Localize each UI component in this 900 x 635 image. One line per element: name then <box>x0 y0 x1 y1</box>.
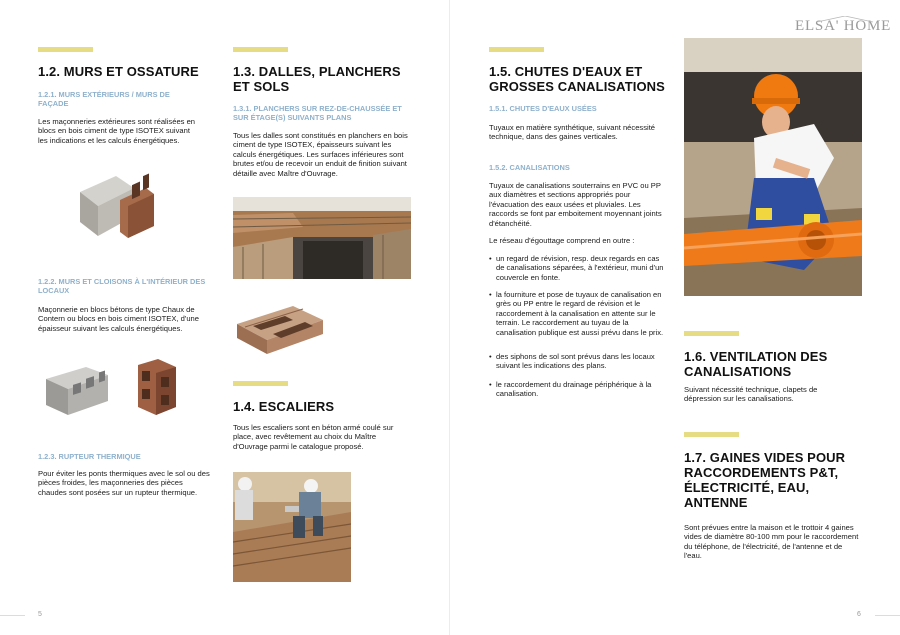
paragraph-gaines-vides: Sont prévues entre la maison et le trottoir 4 gaines vides de diamètre 80-100 mm pour le raccordement du téléphone, de l'électricité, de l'antenne et de l'eau. <box>684 523 859 561</box>
pipe-worker-photo <box>684 38 862 296</box>
footer-rule <box>0 615 25 616</box>
accent-bar <box>233 381 288 386</box>
section-title-gaines-vides: 1.7. GAINES VIDES POUR RACCORDEMENTS P&T, ÉLECTRICITÉ, EAU, ANTENNE <box>684 450 846 510</box>
list-item: • des siphons de sol sont prévus dans les locaux suivant les indications des plans. <box>489 352 669 371</box>
section-title-dalles: 1.3. DALLES, PLANCHERS ET SOLS <box>233 64 401 94</box>
section-title-chutes-eaux: 1.5. CHUTES D'EAUX ET GROSSES CANALISATIONS <box>489 64 665 94</box>
brand-logo <box>795 16 895 44</box>
list-item: • le raccordement du drainage périphérique à la canalisation. <box>489 380 669 399</box>
isotex-slab-element-image <box>233 302 327 357</box>
list-item: • un regard de révision, resp. deux regards en cas de canalisations séparées, à l'extérieur, muni d'un couvercle en fonte. <box>489 254 669 282</box>
accent-bar <box>684 331 739 336</box>
accent-bar <box>233 47 288 52</box>
footer-rule <box>875 615 900 616</box>
paragraph-ventilation: Suivant nécessité technique, clapets de dépression sur les canalisations. <box>684 385 818 404</box>
section-title-ventilation: 1.6. VENTILATION DES CANALISATIONS <box>684 349 828 379</box>
accent-bar <box>38 47 93 52</box>
right-page <box>450 0 900 635</box>
paragraph-chutes-usees: Tuyaux en matière synthétique, suivant nécessité technique, dans des gaines verticales. <box>489 123 656 142</box>
subsection-title-murs-exterieurs: 1.2.1. MURS EXTÉRIEURS / MURS DE FAÇADE <box>38 90 170 108</box>
accent-bar <box>684 432 739 437</box>
paragraph-escaliers: Tous les escaliers sont en béton armé coulé sur place, avec revêtement au choix du Maître d'Ouvrage parmi le catalogue proposé. <box>233 423 394 451</box>
list-item: • la fourniture et pose de tuyaux de canalisation en grès ou PP entre le regard de révision et le raccordement à la canalisation en attente sur le terrain. Le raccordement au tuyau de la canalisation publique est aussi prévu dans le prix. <box>489 290 669 337</box>
brand-logo-text: ELSA' HOME <box>795 18 892 34</box>
subsection-title-planchers: 1.3.1. PLANCHERS SUR REZ-DE-CHAUSSÉE ET SUR ÉTAGE(S) SUIVANTS PLANS <box>233 104 402 122</box>
paragraph-planchers: Tous les dalles sont constitués en planchers en bois ciment de type ISOTEX, épaisseurs suivant les calculs énergétiques. Les surfaces inférieures sont brutes et/ou de recevoir un enduit de finition suivant détaille avec Maître d'Ouvrage. <box>233 131 408 178</box>
concrete-blocks-image <box>42 355 182 420</box>
stair-workers-photo <box>233 472 351 582</box>
subsection-title-rupteur: 1.2.3. RUPTEUR THERMIQUE <box>38 452 141 461</box>
paragraph-canalisations: Tuyaux de canalisations souterrains en PVC ou PP aux diamètres et sections appropriés pour l'évacuation des eaux usées et pluviales. Les raccords se font par emboitement moyennant joints d'étanchéité. <box>489 181 662 228</box>
subsection-title-murs-interieurs: 1.2.2. MURS ET CLOISONS À L'INTÉRIEUR DES LOCAUX <box>38 277 206 295</box>
accent-bar <box>489 47 544 52</box>
page-number: 5 <box>38 611 42 618</box>
paragraph-murs-exterieurs: Les maçonneries extérieures sont réalisées en blocs en bois ciment de type ISOTEX suivant les indications et les calculs énergétiques. <box>38 117 196 145</box>
section-title-escaliers: 1.4. ESCALIERS <box>233 399 335 414</box>
paragraph-reseau-intro: Le réseau d'égouttage comprend en outre : <box>489 236 635 245</box>
page-number: 6 <box>857 611 861 618</box>
paragraph-murs-interieurs: Maçonnerie en blocs bétons de type Chaux de Contern ou blocs en bois ciment ISOTEX, d'une épaisseur suivant les calculs énergétiques. <box>38 305 200 333</box>
isotex-block-image <box>76 170 158 248</box>
paragraph-rupteur: Pour éviter les ponts thermiques avec le sol ou des pièces froides, les maçonneries des pièces chaudes sont posées sur un rupteur thermique. <box>38 469 210 497</box>
floor-slab-construction-photo <box>233 197 411 279</box>
section-title-murs-ossature: 1.2. MURS ET OSSATURE <box>38 64 199 79</box>
subsection-title-canalisations: 1.5.2. CANALISATIONS <box>489 163 570 172</box>
subsection-title-chutes-usees: 1.5.1. CHUTES D'EAUX USÉES <box>489 104 597 113</box>
